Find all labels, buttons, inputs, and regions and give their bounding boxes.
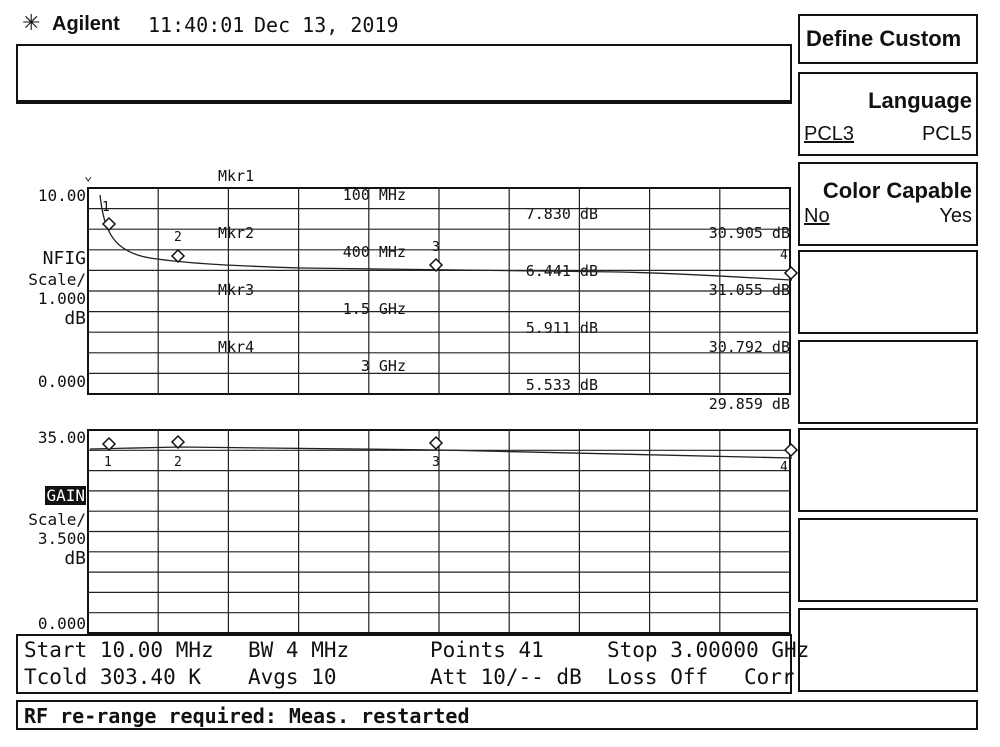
softkey-color-label: Color Capable [822, 178, 972, 203]
status-message: RF re-range required: Meas. restarted [24, 704, 470, 728]
gain-marker-4[interactable] [785, 444, 797, 456]
softkey-menu-title [798, 14, 978, 64]
nfig-marker-2[interactable] [172, 250, 184, 262]
start-freq[interactable]: Start 10.00 MHz [24, 638, 214, 662]
softkey-language-label: Language [868, 88, 972, 113]
gain-marker-number-3: 3 [432, 455, 440, 470]
nfig-marker-number-2: 2 [174, 230, 182, 245]
gain-marker-number-1: 1 [104, 455, 112, 470]
time-display: 11:40:01 [148, 13, 245, 37]
corr-indicator: Corr [744, 665, 795, 689]
active-marker-caret-icon: ⌄ [84, 168, 93, 184]
softkey-blank-3[interactable] [798, 250, 978, 334]
marker-row: Mkr4 3 GHz 5.533 dB 29.859 dB [218, 338, 790, 413]
softkey-blank-7[interactable] [798, 608, 978, 692]
attenuation[interactable]: Att 10/-- dB [430, 665, 582, 689]
gain-unit: dB [64, 548, 86, 569]
points[interactable]: Points 41 [430, 638, 544, 662]
softkey-color-capable[interactable] [798, 162, 978, 246]
nfig-scale-value: 1.000 [37, 289, 86, 308]
averages[interactable]: Avgs 10 [248, 665, 337, 689]
nfig-marker-number-3: 3 [432, 240, 440, 255]
marker-row: Mkr1 100 MHz 7.830 dB 30.905 dB [218, 167, 790, 242]
softkey-language[interactable] [798, 72, 978, 156]
tcold[interactable]: Tcold 303.40 K [24, 665, 202, 689]
gain-marker-number-4: 4 [780, 460, 788, 475]
annotation-frame [16, 634, 792, 694]
nfig-marker-4[interactable] [785, 267, 797, 279]
nfig-marker-number-1: 1 [102, 200, 110, 215]
nfig-grid [88, 188, 790, 413]
bandwidth[interactable]: BW 4 MHz [248, 638, 350, 662]
gain-bottom-label: 0.000 [37, 614, 86, 633]
agilent-logo-icon: ✳ [22, 10, 41, 35]
gain-param-label[interactable]: GAIN [46, 486, 85, 505]
gain-marker-2[interactable] [172, 436, 184, 448]
color-option-yes[interactable]: Yes [939, 205, 972, 227]
nfig-top-label: 10.00 [37, 186, 86, 205]
softkey-blank-6[interactable] [798, 518, 978, 602]
language-option-pcl5[interactable]: PCL5 [921, 123, 972, 145]
softkey-blank-4[interactable] [798, 340, 978, 424]
marker-row: Mkr2 400 MHz 6.441 dB 31.055 dB [218, 224, 790, 299]
nfig-param-label[interactable]: NFIG [42, 248, 86, 269]
gain-marker-number-2: 2 [174, 455, 182, 470]
color-option-no[interactable]: No [804, 205, 830, 227]
gain-scale-label: Scale/ [28, 510, 86, 529]
nfig-marker-number-4: 4 [780, 248, 788, 263]
nfig-bottom-label: 0.000 [37, 372, 86, 391]
gain-top-label: 35.00 [37, 428, 86, 447]
gain-trace [90, 447, 792, 458]
nfig-scale-label: Scale/ [28, 270, 86, 289]
softkey-blank-5[interactable] [798, 428, 978, 512]
loss-status[interactable]: Loss Off [607, 665, 709, 689]
nfig-unit: dB [64, 308, 86, 329]
date-display: Dec 13, 2019 [254, 13, 399, 37]
status-line [16, 700, 978, 730]
menu-title-text: Define Custom [806, 26, 962, 51]
marker-row: Mkr3 1.5 GHz 5.911 dB 30.792 dB [218, 281, 790, 356]
language-option-pcl3[interactable]: PCL3 [804, 123, 855, 145]
gain-marker-3[interactable] [430, 437, 442, 449]
gain-scale-value: 3.500 [37, 529, 86, 548]
stop-freq[interactable]: Stop 3.00000 GHz [607, 638, 810, 662]
brand-name: Agilent [52, 13, 120, 35]
